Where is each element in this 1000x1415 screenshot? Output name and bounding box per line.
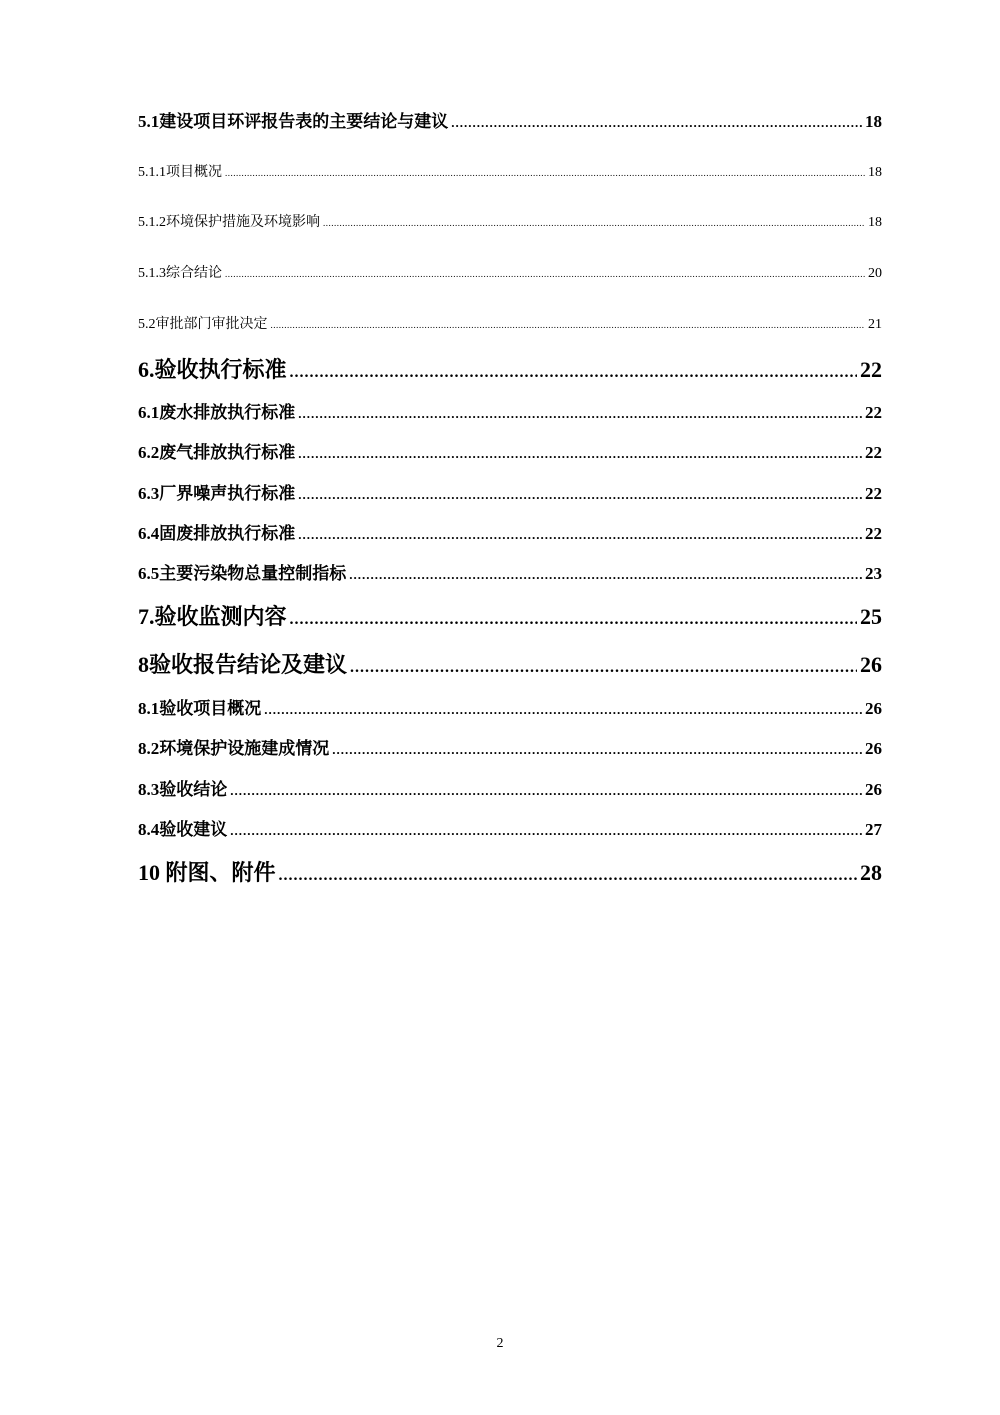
toc-entry[interactable] xyxy=(138,353,882,384)
toc-dot-leader xyxy=(332,742,862,758)
toc-entry-page: 20 xyxy=(868,266,882,281)
toc-entry[interactable] xyxy=(138,107,882,132)
toc-entry-label: 6.2废气排放执行标准 xyxy=(138,443,296,462)
toc-entry[interactable] xyxy=(138,815,882,840)
toc-entry-label: 5.1.3综合结论 xyxy=(138,266,222,281)
toc-entry-page: 22 xyxy=(865,403,882,422)
toc-dot-leader xyxy=(298,446,862,462)
toc-entry[interactable] xyxy=(138,262,882,282)
toc-entry-label: 5.2审批部门审批决定 xyxy=(138,317,268,332)
toc-entry[interactable] xyxy=(138,398,882,423)
toc-entry[interactable] xyxy=(138,734,882,759)
toc-dot-leader xyxy=(225,168,865,178)
toc-entry-label: 8.3验收结论 xyxy=(138,780,228,799)
toc-dot-leader xyxy=(225,269,865,279)
toc-entry-page: 26 xyxy=(860,652,882,677)
toc-entry-label: 5.1.1项目概况 xyxy=(138,165,222,180)
toc-entry[interactable] xyxy=(138,161,882,181)
toc-entry-page: 22 xyxy=(865,443,882,462)
toc-entry-page: 22 xyxy=(865,484,882,503)
toc-entry[interactable] xyxy=(138,313,882,333)
toc-entry-label: 6.4固废排放执行标准 xyxy=(138,524,296,543)
toc-entry-label: 8.1验收项目概况 xyxy=(138,699,262,718)
toc-entry[interactable] xyxy=(138,694,882,719)
toc-entry[interactable] xyxy=(138,438,882,463)
toc-dot-leader xyxy=(271,320,866,330)
toc-dot-leader xyxy=(279,867,857,885)
toc-dot-leader xyxy=(290,364,857,382)
toc-entry[interactable] xyxy=(138,559,882,584)
toc-entry-page: 22 xyxy=(865,524,882,543)
toc-dot-leader xyxy=(298,527,862,543)
page-number: 2 xyxy=(496,1336,504,1351)
toc-entry-label: 6.1废水排放执行标准 xyxy=(138,403,296,422)
toc-dot-leader xyxy=(298,406,862,422)
toc-entry-label: 8.4验收建议 xyxy=(138,820,228,839)
toc-entry-label: 5.1建设项目环评报告表的主要结论与建议 xyxy=(138,112,449,131)
toc-entry-page: 18 xyxy=(868,215,882,230)
toc-entry[interactable] xyxy=(138,775,882,800)
toc-entry-label: 8验收报告结论及建议 xyxy=(138,652,348,677)
toc-entry-page: 22 xyxy=(860,357,882,382)
toc-entry-label: 5.1.2环境保护措施及环境影响 xyxy=(138,215,320,230)
toc-entry-page: 28 xyxy=(860,860,882,885)
toc-entry-label: 10 附图、附件 xyxy=(138,860,276,885)
toc-entry-label: 8.2环境保护设施建成情况 xyxy=(138,739,330,758)
toc-dot-leader xyxy=(349,567,862,583)
toc-dot-leader xyxy=(230,783,862,799)
toc-dot-leader xyxy=(230,823,862,839)
toc-dot-leader xyxy=(264,702,862,718)
toc-entry[interactable] xyxy=(138,479,882,504)
toc-entry-label: 6.验收执行标准 xyxy=(138,357,287,382)
toc-entry-label: 6.3厂界噪声执行标准 xyxy=(138,484,296,503)
toc-dot-leader xyxy=(298,487,862,503)
toc-dot-leader xyxy=(451,115,862,131)
toc-entry-page: 25 xyxy=(860,604,882,629)
toc-entry-label: 7.验收监测内容 xyxy=(138,604,287,629)
toc-entry[interactable] xyxy=(138,600,882,631)
toc-entry-page: 27 xyxy=(865,820,882,839)
toc-entry[interactable] xyxy=(138,211,882,231)
toc-entry[interactable] xyxy=(138,856,882,887)
toc-entry-page: 26 xyxy=(865,739,882,758)
toc-entry-page: 26 xyxy=(865,699,882,718)
toc-entry-page: 18 xyxy=(868,165,882,180)
toc-dot-leader xyxy=(290,611,857,629)
toc-entry-page: 18 xyxy=(865,112,882,131)
toc-entry-page: 26 xyxy=(865,780,882,799)
toc-entry[interactable] xyxy=(138,519,882,544)
toc-dot-leader xyxy=(350,659,857,677)
toc-entry-page: 23 xyxy=(865,564,882,583)
toc-entry[interactable] xyxy=(138,648,882,679)
toc-entry-label: 6.5主要污染物总量控制指标 xyxy=(138,564,347,583)
toc-dot-leader xyxy=(323,218,865,228)
toc-entry-page: 21 xyxy=(868,317,882,332)
